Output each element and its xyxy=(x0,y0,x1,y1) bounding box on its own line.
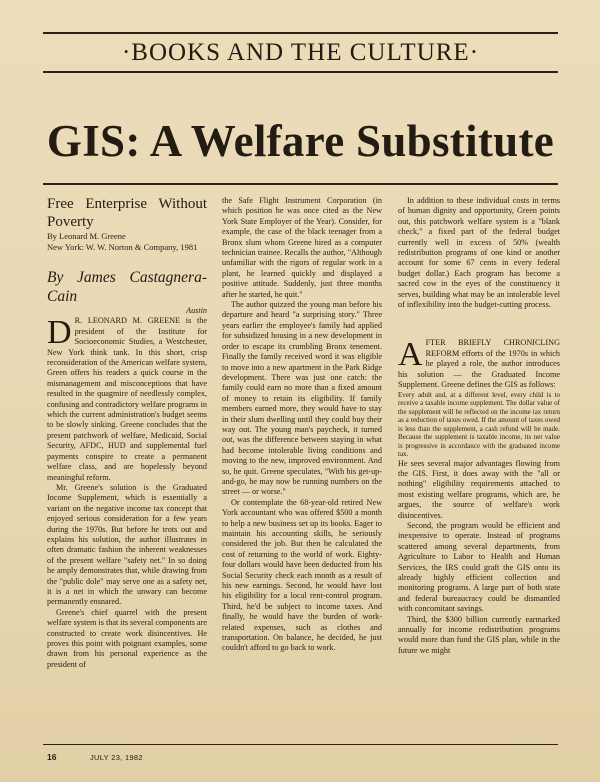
paragraph-text: R. LEONARD M. GREENE is the president of the Institute for Socioeconomic Studies, a Westchester, New York think tank. In this short, crisp reconsideration of the American welfare system, Green offers his readers a quick course in the mismanagement and misconceptions that have resulted in the quagmire of needlessly complex, confusing and contradictory welfare programs in which the current administration's budget seems to be slowly sinking. Greene concludes that the present patchwork of welfare, Medicaid, Social Security, AFDC, HUD and supplemental fuel payments conspire to create a permanent welfare class, and are hopelessly beyond meaningful reform. xyxy=(47,316,207,482)
section-rule xyxy=(43,71,558,73)
headline: GIS: A Welfare Substitute xyxy=(46,116,555,166)
drop-cap: D xyxy=(47,314,72,352)
footer-rule xyxy=(43,744,558,745)
issue-date: JULY 23, 1982 xyxy=(90,753,143,762)
section-header: ·BOOKS AND THE CULTURE· xyxy=(121,39,480,66)
paragraph: He sees several major advantages flowing from the GIS. First, it does away with the "all or nothing" eligibility requirements attached to most existing welfare programs, which are, he argues, the source of welfare's work disincentives. xyxy=(398,458,560,520)
drop-cap: A xyxy=(398,336,423,374)
paragraph: Greene's chief quarrel with the present welfare system is that its several components are constructed to create work disincentives. He proves this point with poignant examples, some drawn from his personal experience as the president of xyxy=(47,607,207,669)
paragraph: Mr. Greene's solution is the Graduated Income Supplement, which is essentially a variant on the negative income tax concept that enjoyed serious consideration for a few years during the 1970s. But before he trots out and explains his solution, the author illustrates in often dramatic fashion the inherent weaknesses of the present welfare "safety net." In so doing he amply demonstrates that, while drawing from the "public dole" may serve one as a safety net, it is a net in which the unwary can become permanently ensnared. xyxy=(47,482,207,607)
paragraph: In addition to these individual costs in terms of human dignity and opportunity, Green points out, this patchwork welfare system is a "blank check," a fixed part of the federal budget currently well in excess of 50% (wealth redistribution programs of one kind or another account for some 67 cents in every federal budget dollar.) Each program has become a sacred cow in the eyes of the constituency it serves, building what may be an intolerable level of inflexibility into the budget-cutting process. xyxy=(398,196,560,310)
top-rule xyxy=(43,32,558,34)
paragraph xyxy=(398,338,560,390)
paragraph: Third, the $300 billion currently earmarked annually for income redistribution programs would more than fund the GIS plan, while in the future we might xyxy=(398,614,560,655)
book-author: By Leonard M. Greene xyxy=(47,231,126,241)
paragraph xyxy=(47,316,207,483)
book-title: Free Enterprise Without Poverty xyxy=(47,196,207,230)
column-2 xyxy=(222,196,382,654)
paragraph: Second, the program would be efficient and inexpensive to operate. Instead of programs scattered among several departments, from Agriculture to Labor to Health and Human Services, the IRS could graft the GIS onto its already highly efficient collection and monitoring programs. A large part of both state and federal bureaucracy could be dismantled with concomitant savings. xyxy=(398,520,560,614)
paragraph: The author quizzed the young man before his departure and heard "a surprising story." Three years earlier the employee's family had applied for subsidized housing in a new development in order to escape its crumbling Bronx tenement. Finally the family received word it was eligible to move into a new apartment in the Park Ridge development. There was just one catch: the family could earn no more than a fixed amount of money to retain its eligibility. If family members earned more, they would have to stay in their slum dwelling until they could buy their way out. The young man's paycheck, it turned out, was the difference between staying in what had become intolerable living conditions and moving to the new, improved environment. And so, he quit. Greene speculates, "With his get-up-and-go, he may now be running numbers on the street — or worse." xyxy=(222,300,382,497)
paragraph-text: FTER BRIEFLY CHRONICLING REFORM efforts of the 1970s in which he played a role, the author introduces his solution — the Graduated Income Supplement. Greene defines the GIS as follows: xyxy=(398,338,560,390)
column-1 xyxy=(47,196,207,670)
paragraph: the Safe Flight Instrument Corporation (in which position he was once cited as the New York State Employer of the Year). Consider, for example, the case of the black teenager from a Bronx slum whom Greene hired as a computer technician trainee. Recalls the author, "Although unfamiliar with the rigors of regular work in a plant, he learned quickly and displayed a positive attitude. Suddenly, just three months after he started, he quit." xyxy=(222,196,382,299)
paragraph: Or contemplate the 68-year-old retired New York accountant who was offered $500 a month to help a new business set up its books. Eager to maintain his accounting skills, he seriously considered the job. But then he calculated the cost of returning to the world of work. Eighty-four dollars would have been deducted from his Social Security check each month as a result of his new earnings. Second, he would have lost his eligibility for a local rent-control program. Third, he'd be subject to income taxes. And finally, he would have the burden of work-related expenses, such as clothes and transportation. On balance, he decided, he just couldn't afford to go back to work. xyxy=(222,497,382,653)
book-meta xyxy=(47,231,207,252)
book-publisher: New York: W. W. Norton & Company, 1981 xyxy=(47,241,198,252)
column-3 xyxy=(398,196,560,656)
page-number: 16 xyxy=(47,752,57,762)
section-break xyxy=(398,310,560,338)
block-quote: Every adult and, at a different level, every child is to receive a taxable income supplement. The dollar value of the supplement will be reflected on the income tax return as a reduction of taxes owed. If the amount of taxes owed is less than the supplement, a cash refund will be made. Because the supplement is taxable income, its net value is progressive in accordance with the graduated income tax. xyxy=(398,390,560,458)
byline: By James Castagnera-Cain xyxy=(47,269,207,305)
dateline: Austin xyxy=(186,306,207,315)
headline-rule xyxy=(43,183,558,185)
